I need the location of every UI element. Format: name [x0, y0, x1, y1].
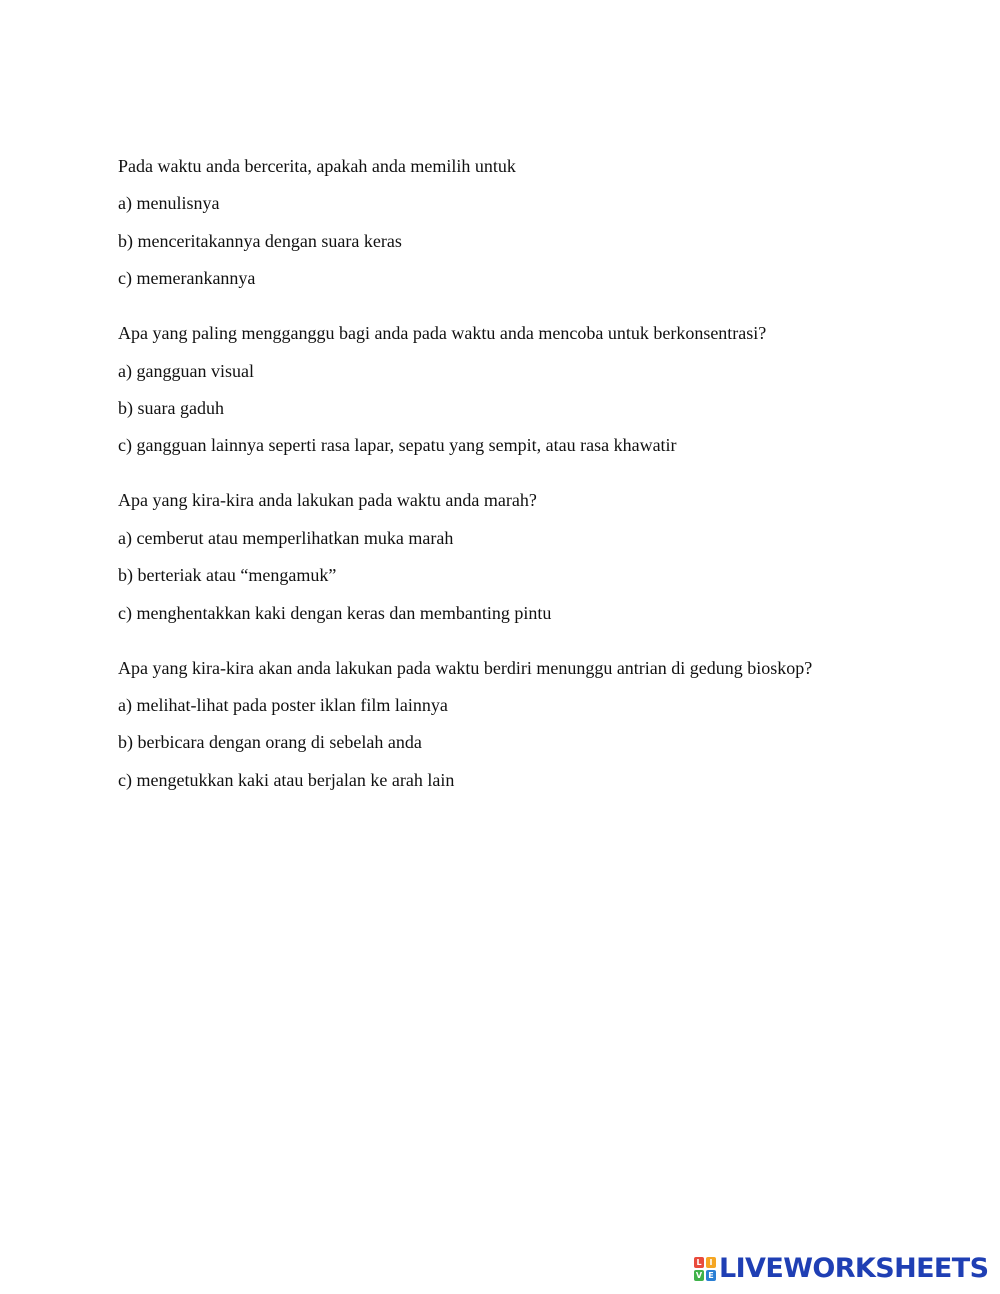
question-4: [118, 656, 978, 792]
logo-tile-e: E: [706, 1270, 716, 1281]
question-3-prompt: Apa yang kira-kira anda lakukan pada waktu anda marah?: [118, 490, 537, 511]
question-4-option-b: b) berbicara dengan orang di sebelah anda: [118, 732, 422, 753]
question-1-option-c: c) memerankannya: [118, 268, 256, 289]
liveworksheets-logo[interactable]: [694, 1254, 988, 1284]
question-2-option-b: b) suara gaduh: [118, 397, 224, 418]
question-2-option-c: c) gangguan lainnya seperti rasa lapar, sepatu yang sempit, atau rasa khawatir: [118, 435, 677, 456]
question-2-option-a: a) gangguan visual: [118, 360, 254, 381]
question-2-prompt: Apa yang paling mengganggu bagi anda pada waktu anda mencoba untuk berkonsentrasi?: [118, 323, 767, 344]
logo-tile-l: L: [694, 1257, 704, 1268]
question-3-option-b: b) berteriak atau “mengamuk”: [118, 565, 337, 586]
liveworksheets-wordmark: LIVEWORKSHEETS: [719, 1253, 989, 1284]
question-4-option-c: c) mengetukkan kaki atau berjalan ke arah lain: [118, 769, 455, 790]
question-2: [118, 321, 978, 457]
question-1-option-a: a) menulisnya: [118, 193, 220, 214]
question-4-option-a: a) melihat-lihat pada poster iklan film lainnya: [118, 694, 448, 715]
question-1: [118, 154, 978, 290]
question-1-prompt: Pada waktu anda bercerita, apakah anda memilih untuk: [118, 156, 516, 176]
logo-tile-i: I: [706, 1257, 716, 1268]
question-3-option-a: a) cemberut atau memperlihatkan muka marah: [118, 527, 454, 548]
question-3-option-c: c) menghentakkan kaki dengan keras dan membanting pintu: [118, 602, 552, 623]
logo-tile-v: V: [695, 1271, 703, 1280]
question-1-option-b: b) menceritakannya dengan suara keras: [118, 230, 402, 251]
question-4-prompt: Apa yang kira-kira akan anda lakukan pada waktu berdiri menunggu antrian di gedung bioskop?: [118, 657, 813, 678]
question-3: [118, 488, 978, 624]
liveworksheets-logo-icon: [694, 1257, 716, 1281]
worksheet-content: [118, 154, 978, 823]
